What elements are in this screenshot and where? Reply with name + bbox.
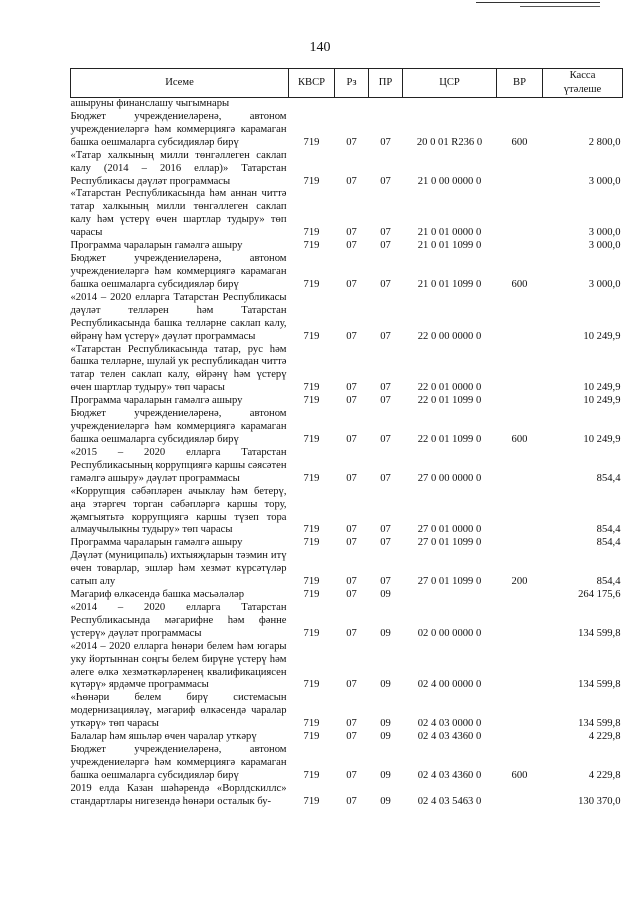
cell-sum: 10 249,9 <box>583 330 621 342</box>
cell-rz: 07 <box>346 795 357 807</box>
cell-rz: 07 <box>346 472 357 484</box>
cell-sum: 4 229,8 <box>588 769 621 781</box>
cell-pr: 07 <box>380 330 391 342</box>
cell-sum: 10 249,9 <box>583 433 621 445</box>
cell-kvsr: 719 <box>303 627 320 639</box>
table-row <box>71 150 623 189</box>
cell-csr: 02 4 03 5463 0 <box>417 795 482 807</box>
cell-sum: 3 000,0 <box>588 278 621 290</box>
cell-csr: 27 0 00 0000 0 <box>417 472 482 484</box>
cell-sum: 4 229,8 <box>588 731 621 743</box>
cell-csr: 27 0 01 0000 0 <box>417 524 482 536</box>
cell-kvsr: 719 <box>303 731 320 743</box>
cell-rz: 07 <box>346 769 357 781</box>
cell-pr: 07 <box>380 472 391 484</box>
cell-sum: 854,4 <box>596 524 621 536</box>
cell-vr: 600 <box>511 136 528 148</box>
table-row <box>71 783 623 809</box>
cell-vr: 200 <box>511 576 528 588</box>
table-row <box>71 692 623 731</box>
header-sum <box>543 69 623 98</box>
cell-pr: 07 <box>380 524 391 536</box>
cell-rz: 07 <box>346 718 357 730</box>
cell-vr <box>497 589 543 602</box>
cell-name: Бюджет учреждениеләренә, автоном учреждениеләргә һәм коммерциягә карамаган башка оешмаларга субсидияләр бирү <box>70 744 287 781</box>
table-row <box>71 486 623 538</box>
cell-kvsr: 719 <box>303 175 320 187</box>
cell-csr: 27 0 01 1099 0 <box>417 576 482 588</box>
cell-rz: 07 <box>346 524 357 536</box>
cell-rz: 07 <box>346 589 357 601</box>
cell-vr <box>497 395 543 408</box>
cell-vr: 600 <box>511 433 528 445</box>
cell-sum <box>543 98 623 111</box>
cell-name: Дәүләт (муниципаль) ихтыяҗларын тәэмин итү өчен товарлар, эшләр һәм хезмәт күрсәтүләр сатып алу <box>70 550 287 588</box>
cell-name: «Татар халкының милли төнгәллеген саклап калу (2014 – 2016 еллар)» Татарстан Республикасы дәүләт программасы <box>70 149 287 187</box>
cell-kvsr: 719 <box>303 524 320 536</box>
cell-vr <box>497 240 543 253</box>
cell-rz: 07 <box>346 679 357 691</box>
cell-name: Программа чараларын гамәлгә ашыру <box>70 395 243 407</box>
cell-sum: 854,4 <box>596 472 621 484</box>
cell-pr: 09 <box>380 679 391 691</box>
cell-csr: 02 4 03 4360 0 <box>417 769 482 781</box>
cell-pr: 09 <box>380 589 391 601</box>
cell-sum: 3 000,0 <box>588 175 621 187</box>
cell-kvsr <box>289 98 335 111</box>
cell-pr: 07 <box>380 433 391 445</box>
cell-kvsr: 719 <box>303 227 320 239</box>
cell-csr: 22 0 01 1099 0 <box>417 395 482 407</box>
table-row <box>71 395 623 408</box>
table-row <box>71 731 623 744</box>
cell-kvsr: 719 <box>303 679 320 691</box>
page-number: 140 <box>309 40 331 55</box>
table-row <box>71 550 623 589</box>
header-sum-line1: Касса <box>569 70 596 82</box>
cell-pr: 07 <box>380 382 391 394</box>
cell-name: «2015 – 2020 елларга Татарстан Республикасының коррупциягә каршы сәясәтен гамәлгә ашыру» дәүләт программасы <box>70 446 287 484</box>
cell-vr <box>497 188 543 240</box>
cell-name: 2019 елда Казан шәһәрендә «Ворлдскиллс» стандартлары нигезендә һөнәри осталык бу- <box>70 782 287 807</box>
cell-sum: 10 249,9 <box>583 382 621 394</box>
cell-name: Программа чараларын гамәлгә ашыру <box>70 537 243 549</box>
cell-csr: 02 4 03 0000 0 <box>417 718 482 730</box>
table-row <box>71 98 623 111</box>
cell-name: ашыруны финанслашу чыгымнары <box>70 98 230 109</box>
table-body <box>71 98 623 809</box>
table-row <box>71 188 623 240</box>
cell-rz: 07 <box>346 175 357 187</box>
cell-rz: 07 <box>346 627 357 639</box>
cell-csr: 02 0 00 0000 0 <box>417 627 482 639</box>
cell-sum: 3 000,0 <box>588 227 621 239</box>
cell-kvsr: 719 <box>303 537 320 549</box>
cell-name: «Татарстан Республикасында татар, рус һәм башка телләрне, шулай ук республикадан читтә татар телен саклап калу, өйрәнү һәм үстерү өчен шартлар тудыру» төп чарасы <box>70 343 287 394</box>
cell-rz: 07 <box>346 731 357 743</box>
cell-sum: 134 599,8 <box>578 627 621 639</box>
header-sum-line2: үтәлеше <box>563 84 602 95</box>
cell-pr <box>369 98 403 111</box>
cell-csr: 21 0 01 0000 0 <box>417 227 482 239</box>
table-header <box>71 69 623 98</box>
cell-kvsr: 719 <box>303 589 320 601</box>
header-kvsr: КВСР <box>289 69 335 98</box>
table-row <box>71 344 623 396</box>
cell-kvsr: 719 <box>303 433 320 445</box>
cell-csr: 02 4 00 0000 0 <box>417 679 482 691</box>
cell-rz: 07 <box>346 395 357 407</box>
cell-kvsr: 719 <box>303 718 320 730</box>
header-name: Исеме <box>71 69 289 98</box>
cell-csr: 21 0 01 1099 0 <box>417 278 482 290</box>
cell-pr: 07 <box>380 240 391 252</box>
cell-sum: 134 599,8 <box>578 679 621 691</box>
cell-pr: 07 <box>380 576 391 588</box>
header-vr: ВР <box>497 69 543 98</box>
cell-rz: 07 <box>346 537 357 549</box>
cell-rz: 07 <box>346 240 357 252</box>
cell-csr <box>403 98 497 111</box>
cell-vr <box>497 731 543 744</box>
table-row <box>71 641 623 693</box>
cell-pr: 07 <box>380 537 391 549</box>
cell-kvsr: 719 <box>303 136 320 148</box>
cell-kvsr: 719 <box>303 330 320 342</box>
cell-kvsr: 719 <box>303 795 320 807</box>
cell-vr <box>497 486 543 538</box>
cell-pr: 09 <box>380 627 391 639</box>
cell-vr <box>497 292 543 344</box>
table-row <box>71 240 623 253</box>
top-rule-short <box>520 6 600 7</box>
cell-vr <box>497 344 543 396</box>
cell-sum: 264 175,6 <box>578 589 621 601</box>
cell-vr <box>497 537 543 550</box>
cell-name: Программа чараларын гамәлгә ашыру <box>70 240 243 252</box>
table-row <box>71 408 623 447</box>
cell-vr <box>497 783 543 809</box>
cell-name: «2014 – 2020 елларга һөнәри белем һәм югары уку йортыннан соңгы белем бирүне үстерү һәм әлеге өлкә хезмәткәрләренең квалификациясен күтәрү» ярдәмче программасы <box>70 640 287 691</box>
cell-csr: 22 0 01 0000 0 <box>417 382 482 394</box>
cell-csr: 02 4 03 4360 0 <box>417 731 482 743</box>
cell-name: Балалар һәм яшьләр өчен чаралар уткәрү <box>70 731 257 743</box>
cell-rz <box>335 98 369 111</box>
cell-kvsr: 719 <box>303 395 320 407</box>
cell-pr: 07 <box>380 175 391 187</box>
table-row <box>71 292 623 344</box>
cell-name: «Коррупция сәбәпләрен ачыклау һәм бетерү, аңа этәргеч торган сәбәпләргә каршы тору, җәмгыятьтә коррупциягә каршы түзеп тора алмаучылыкны тудыру» төп чарасы <box>70 485 287 536</box>
cell-name: Мәгариф өлкәсендә башка мәсьәләләр <box>70 589 245 601</box>
cell-rz: 07 <box>346 227 357 239</box>
cell-csr: 22 0 01 1099 0 <box>417 433 482 445</box>
cell-sum: 3 000,0 <box>588 240 621 252</box>
cell-pr: 09 <box>380 769 391 781</box>
cell-csr: 27 0 01 1099 0 <box>417 537 482 549</box>
cell-name: «2014 – 2020 елларга Татарстан Республикасында мәгарифне һәм фәнне үстерү» дәүләт программасы <box>70 601 287 639</box>
cell-csr: 21 0 01 1099 0 <box>417 240 482 252</box>
table-row <box>71 253 623 292</box>
table-row <box>71 602 623 641</box>
cell-pr: 09 <box>380 731 391 743</box>
cell-sum: 854,4 <box>596 537 621 549</box>
cell-rz: 07 <box>346 576 357 588</box>
cell-pr: 07 <box>380 278 391 290</box>
header-pr: ПР <box>369 69 403 98</box>
cell-vr <box>497 98 543 111</box>
cell-sum: 854,4 <box>596 576 621 588</box>
cell-vr <box>497 447 543 486</box>
cell-vr <box>497 692 543 731</box>
cell-sum: 130 370,0 <box>578 795 621 807</box>
header-rz: Рз <box>335 69 369 98</box>
cell-kvsr: 719 <box>303 278 320 290</box>
cell-pr: 09 <box>380 795 391 807</box>
cell-kvsr: 719 <box>303 576 320 588</box>
cell-name: «Татарстан Республикасында һәм аннан читтә татар халкының милли төнгәллеген саклап калу һәм үстерү өчен шартлар тудыру» төп чарасы <box>70 188 287 239</box>
cell-vr <box>497 602 543 641</box>
cell-kvsr: 719 <box>303 382 320 394</box>
cell-vr <box>497 641 543 693</box>
table-row <box>71 447 623 486</box>
table-row <box>71 744 623 783</box>
cell-sum: 134 599,8 <box>578 718 621 730</box>
budget-table <box>70 68 623 809</box>
cell-pr: 07 <box>380 227 391 239</box>
table-row <box>71 111 623 150</box>
cell-name: «Һөнәри белем бирү системасын модернизацияләү, мәгариф өлкәсендә чаралар уткәрү» төп чарасы <box>70 692 287 730</box>
cell-sum: 10 249,9 <box>583 395 621 407</box>
cell-vr: 600 <box>511 278 528 290</box>
cell-name: Бюджет учреждениеләренә, автоном учреждениеләргә һәм коммерциягә карамаган башка оешмаларга субсидияләр бирү <box>70 253 287 290</box>
cell-rz: 07 <box>346 278 357 290</box>
cell-name: «2014 – 2020 елларга Татарстан Республикасы дәүләт телләрен һәм Татарстан Республикасында башка телләрне саклап калу, өйрәнү һәм үстерү» дәүләт программасы <box>70 291 287 342</box>
cell-name: Бюджет учреждениеләренә, автоном учреждениеләргә һәм коммерциягә карамаган башка оешмаларга субсидияләр бирү <box>70 110 287 148</box>
cell-rz: 07 <box>346 433 357 445</box>
cell-csr <box>403 589 497 602</box>
table-row <box>71 589 623 602</box>
cell-name: Бюджет учреждениеләренә, автоном учреждениеләргә һәм коммерциягә карамаган башка оешмаларга субсидияләр бирү <box>70 408 287 445</box>
cell-pr: 07 <box>380 136 391 148</box>
cell-pr: 09 <box>380 718 391 730</box>
cell-vr <box>497 150 543 189</box>
cell-kvsr: 719 <box>303 769 320 781</box>
cell-pr: 07 <box>380 395 391 407</box>
cell-rz: 07 <box>346 136 357 148</box>
cell-sum: 2 800,0 <box>588 136 621 148</box>
table-row <box>71 537 623 550</box>
cell-kvsr: 719 <box>303 472 320 484</box>
cell-rz: 07 <box>346 330 357 342</box>
cell-kvsr: 719 <box>303 240 320 252</box>
cell-csr: 21 0 00 0000 0 <box>417 175 482 187</box>
top-rule <box>476 2 600 3</box>
cell-csr: 22 0 00 0000 0 <box>417 330 482 342</box>
cell-rz: 07 <box>346 382 357 394</box>
header-csr: ЦСР <box>403 69 497 98</box>
cell-vr: 600 <box>511 769 528 781</box>
cell-csr: 20 0 01 R236 0 <box>416 136 483 148</box>
